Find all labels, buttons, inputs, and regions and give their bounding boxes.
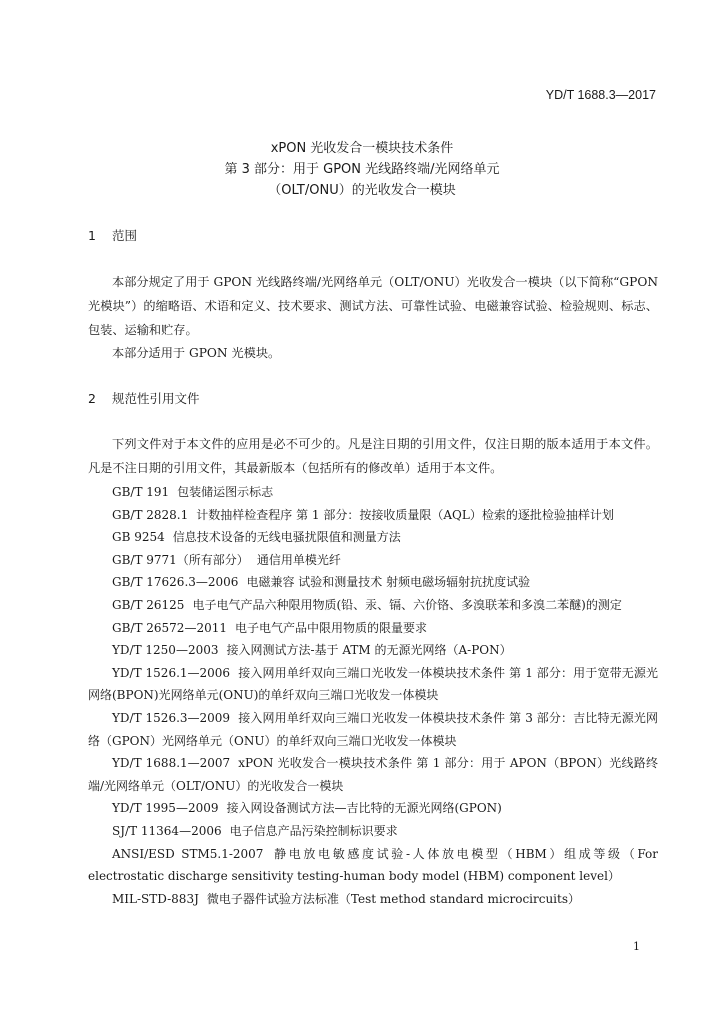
- title-line-3: （OLT/ONU）的光收发合一模块: [268, 183, 456, 198]
- reference-list: [88, 481, 658, 910]
- reference-title: 电子电气产品六种限用物质(铅、汞、镉、六价铬、多溴联苯和多溴二苯醚)的测定: [192, 597, 622, 612]
- reference-item: [88, 594, 658, 617]
- reference-title: 信息技术设备的无线电骚扰限值和测量方法: [172, 530, 401, 545]
- section-title: 规范性引用文件: [112, 391, 200, 406]
- section-2-intro: 下列文件对于本文件的应用是必不可少的。凡是注日期的引用文件，仅注日期的版本适用于本文件。凡是不注日期的引用文件，其最新版本（包括所有的修改单）适用于本文件。: [88, 437, 658, 475]
- reference-title: 通信用单模光纤: [256, 552, 341, 567]
- reference-title: 包装储运图示标志: [177, 485, 274, 499]
- reference-code: SJ/T 11364—2006: [112, 823, 222, 838]
- reference-code: GB/T 17626.3—2006: [112, 575, 239, 590]
- reference-code: YD/T 1995—2009: [112, 801, 219, 816]
- reference-title: 计数抽样检查程序 第 1 部分：按接收质量限（AQL）检索的逐批检验抽样计划: [196, 507, 614, 522]
- reference-item: [88, 843, 658, 888]
- reference-code: YD/T 1526.3—2009: [112, 710, 231, 725]
- reference-item: [88, 888, 658, 911]
- reference-item: [88, 526, 658, 549]
- reference-title: 微电子器件试验方法标准（Test method standard microcircuits）: [206, 891, 581, 906]
- reference-code: YD/T 1688.1—2007: [112, 756, 231, 771]
- reference-title: 接入网设备测试方法—吉比特的无源光网络(GPON): [226, 801, 502, 816]
- section-number: 2: [88, 391, 96, 406]
- reference-item: [88, 662, 658, 707]
- section-2-heading: [88, 389, 200, 407]
- reference-item: [88, 797, 658, 820]
- reference-item: [88, 707, 658, 752]
- reference-item: [88, 752, 658, 797]
- reference-item: [88, 504, 658, 527]
- reference-code: ANSI/ESD STM5.1-2007: [112, 846, 264, 861]
- reference-title: 静电放电敏感度试验-人体放电模型（HBM）组成等级（For electrostatic discharge sensitivity testing-human body model (HBM) component level）: [88, 846, 658, 884]
- reference-item: [88, 571, 658, 594]
- reference-code: GB/T 26572—2011: [112, 620, 227, 635]
- reference-code: GB 9254: [112, 530, 165, 545]
- reference-code: MIL-STD-883J: [112, 891, 199, 906]
- standard-code: YD/T 1688.3—2017: [545, 88, 656, 102]
- reference-item: [88, 617, 658, 640]
- reference-item: [88, 820, 658, 843]
- reference-title: 接入网用单纤双向三端口光收发一体模块技术条件 第 3 部分：吉比特无源光网络（GPON）光网络单元（ONU）的单纤双向三端口光收发一体模块: [88, 710, 658, 748]
- page-number: 1: [633, 940, 640, 953]
- title-line-2: 第 3 部分：用于 GPON 光线路终端/光网络单元: [224, 162, 500, 177]
- reference-item: [88, 549, 658, 572]
- reference-code: GB/T 191: [112, 485, 170, 499]
- reference-code: GB/T 9771（所有部分）: [112, 552, 249, 567]
- reference-code: GB/T 2828.1: [112, 507, 189, 522]
- reference-title: 接入网用单纤双向三端口光收发一体模块技术条件 第 1 部分：用于宽带无源光网络(BPON)光网络单元(ONU)的单纤双向三端口光收发一体模块: [88, 665, 658, 703]
- reference-code: GB/T 26125: [112, 597, 185, 612]
- section-1-paragraph-2: 本部分适用于 GPON 光模块。: [112, 346, 281, 360]
- reference-item: [88, 481, 658, 504]
- reference-code: YD/T 1526.1—2006: [112, 665, 231, 680]
- section-1-paragraph-1: 本部分规定了用于 GPON 光线路终端/光网络单元（OLT/ONU）光收发合一模块（以下简称“GPON 光模块”）的缩略语、术语和定义、技术要求、测试方法、可靠性试验、电磁兼容试验、检验规则、标志、包装、运输和贮存。: [88, 275, 658, 337]
- reference-title: 电子信息产品污染控制标识要求: [229, 823, 398, 838]
- reference-title: 接入网测试方法-基于 ATM 的无源光网络（A-PON）: [226, 643, 512, 658]
- reference-item: [88, 639, 658, 662]
- reference-title: 电子电气产品中限用物质的限量要求: [234, 620, 427, 635]
- reference-code: YD/T 1250—2003: [112, 643, 219, 658]
- section-1-heading: [88, 226, 137, 244]
- section-title: 范围: [112, 228, 138, 243]
- reference-title: xPON 光收发合一模块技术条件 第 1 部分：用于 APON（BPON）光线路终端/光网络单元（OLT/ONU）的光收发合一模块: [88, 756, 658, 793]
- title-line-1: xPON 光收发合一模块技术条件: [270, 141, 454, 156]
- section-number: 1: [88, 228, 96, 243]
- reference-title: 电磁兼容 试验和测量技术 射频电磁场辐射抗扰度试验: [246, 575, 531, 590]
